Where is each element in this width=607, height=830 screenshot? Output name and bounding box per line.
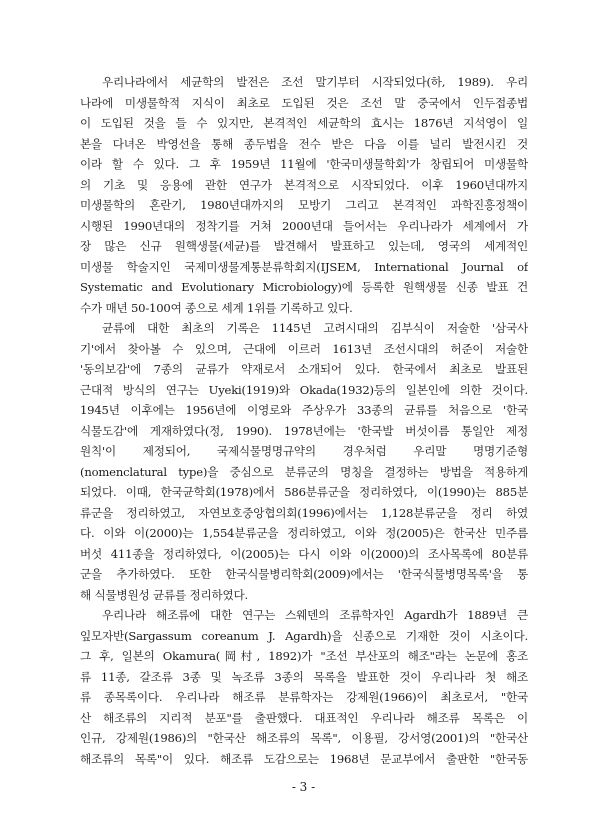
- text-line: 우리나라에서 세균학의 발전은 조선 말기부터 시작되었다(하, 1989). 우리: [102, 75, 528, 89]
- text-line: '동의보감'에 7종의 균류가 약재로서 소개되어 있다. 한국에서 최초로 발표된: [80, 362, 528, 376]
- text-line: 되었다. 이때, 한국균학회(1978)에서 586분류군을 정리하였다, 이(1990)는 885분: [80, 485, 528, 499]
- text-line: 1945년 이후에는 1956년에 이영로와 주상우가 33종의 균류를 처음으로 '한국: [80, 403, 528, 417]
- text-line: 산 해조류의 지리적 분포"를 출판했다. 대표적인 우리나라 해조류 목록은 이: [80, 710, 528, 725]
- text-line: 본을 다녀온 박영선을 통해 종두법을 전수 받은 다음 이를 널리 발전시킨 것: [80, 136, 528, 151]
- text-line: 다. 이와 이(2000)는 1,554분류군을 정리하였고, 이와 정(2005)은 한국산 민주름: [80, 526, 528, 540]
- text-line: 균류에 대한 최초의 기록은 1145년 고려시대의 김부식이 저술한 '삼국사: [102, 321, 528, 335]
- text-line: 해 식물병원성 균류를 정리하였다.: [80, 587, 248, 602]
- text-line: 군을 추가하였다. 또한 한국식물병리학회(2009)에서는 '한국식물병명목록'을 통: [80, 567, 528, 581]
- text-line: 그 후, 일본의 Okamura(岡村, 1892)가 "조선 부산포의 해조"라는 논문에 홍조: [80, 649, 528, 663]
- text-line: 원칙'이 제정되어, 국제식물명명규약의 경우처럼 우리말 명명기준형: [80, 444, 528, 458]
- text-line: 수가 매년 50-100여 종으로 세계 1위를 기록하고 있다.: [80, 300, 353, 315]
- text-line: 잎모자반(Sargassum coreanum J. Agardh)을 신종으로 기재한 것이 시초이다.: [80, 628, 528, 643]
- text-line: 류군을 정리하였고, 자연보호중앙협의회(1996)에서는 1,128분류군을 정리 하였: [80, 505, 528, 520]
- text-line: 이라 할 수 있다. 그 후 1959년 11월에 '한국미생물학회'가 창립되어 미생물학: [80, 157, 528, 171]
- text-line: 장 많은 신규 원핵생물(세균)를 발견해서 발표하고 있는데, 영국의 세계적인: [80, 239, 528, 253]
- text-line: 류 11종, 갈조류 3종 및 녹조류 3종의 목록을 발표한 것이 우리나라 첫 해조: [80, 669, 528, 684]
- text-line: 버섯 411종을 정리하였다, 이(2005)는 다시 이와 이(2000)의 조사목록에 80분류: [80, 546, 528, 561]
- text-line: 해조류의 목록"이 있다. 해조류 도감으로는 1968년 문교부에서 출판한 "한국동: [80, 751, 528, 766]
- text-line: (nomenclatural type)을 중심으로 분류군의 명칭을 결정하는 방법을 적용하게: [80, 464, 528, 479]
- text-line: 의 기초 및 응용에 관한 연구가 본격적으로 시작되었다. 이후 1960년대까지: [80, 177, 528, 192]
- text-line: 우리나라 해조류에 대한 연구는 스웨덴의 조류학자인 Agardh가 1889년 큰: [102, 608, 528, 622]
- body-text: [80, 72, 528, 769]
- text-line: Systematic and Evolutionary Microbiology)에 등록한 원핵생물 신종 발표 건: [80, 280, 528, 294]
- text-line: 기'에서 찾아볼 수 있으며, 근대에 이르러 1613년 조선시대의 허준이 저술한: [80, 341, 528, 356]
- text-line: 미생물학의 혼란기, 1980년대까지의 모방기 그리고 본격적인 과학진흥정책이: [80, 198, 528, 212]
- text-line: 시행된 1990년대의 정착기를 거쳐 2000년대 들어서는 우리나라가 세계에서 가: [80, 218, 528, 233]
- page-number: - 3 -: [291, 780, 316, 794]
- text-line: 미생물 학술지인 국제미생물계통분류학회지(IJSEM, International Journal of: [80, 259, 528, 274]
- text-line: 류 종목록이다. 우리나라 해조류 분류학자는 강제원(1966)이 최초로서, "한국: [80, 690, 528, 704]
- text-line: 인규, 강제원(1986)의 "한국산 해조류의 목록", 이용필, 강서영(2001)의 "한국산: [80, 731, 528, 745]
- text-line: 근대적 방식의 연구는 Uyeki(1919)와 Okada(1932)등의 일본인에 의한 것이다.: [80, 382, 528, 397]
- text-line: 이 도입된 것을 들 수 있지만, 본격적인 세균학의 효시는 1876년 지석영이 일: [80, 116, 528, 130]
- text-line: 식물도감'에 게재하였다(정, 1990). 1978년에는 '한국발 버섯이름 통일안 제정: [80, 423, 528, 438]
- text-line: 나라에 미생물학적 지식이 최초로 도입된 것은 조선 말 중국에서 인두접종법: [80, 95, 528, 110]
